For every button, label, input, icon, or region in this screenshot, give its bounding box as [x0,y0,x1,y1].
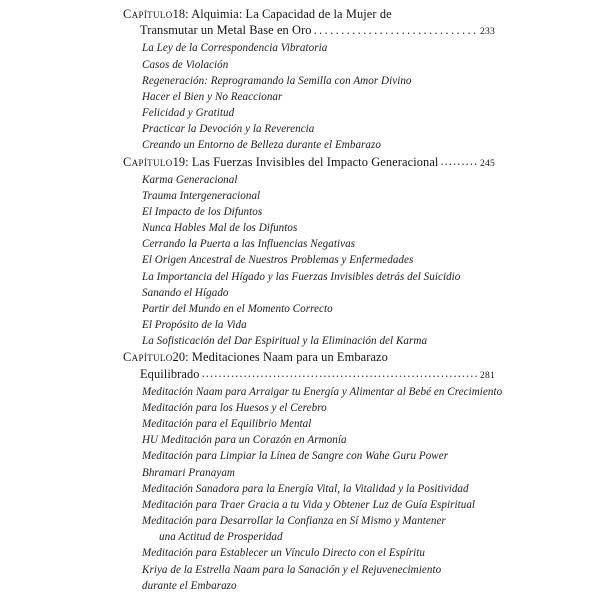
list-item[interactable] [123,204,495,220]
list-item[interactable] [123,448,495,464]
chapter-title-line-1: 20: Meditaciones Naam para un Embarazo [172,350,388,365]
list-item[interactable] [123,333,495,349]
list-item[interactable] [123,416,495,432]
entry-label: Trauma Intergeneracional [142,189,261,202]
list-item[interactable] [123,89,495,105]
chapter-title-line [123,6,495,22]
entry-label: La Ley de la Correspondencia Vibratoria [142,42,328,55]
entry-label: Kriya de la Estrella Naam para la Sanación y el Rejuvenecimiento [142,563,442,576]
chapter-page-number: 245 [480,157,495,169]
list-item[interactable] [123,73,495,89]
entry-label: El Propósito de la Vida [142,319,247,332]
entry-label: Meditación para el Equilibrio Mental [142,418,312,431]
list-item[interactable] [123,57,495,73]
chapter-entry [123,154,495,172]
chapter-page-number: 281 [480,369,495,381]
list-item[interactable] [123,562,495,594]
list-item[interactable] [123,137,495,153]
entry-label: Meditación Naam para Arraigar tu Energía y Alimentar al Bebé en Crecimiento [142,385,503,398]
entry-label: Karma Generacional [142,173,238,186]
entry-label: Practicar la Devoción y la Reverencia [142,123,315,136]
list-item[interactable] [123,301,495,317]
chapter-title-line-1: 18: Alquimia: La Capacidad de la Mujer de [172,7,392,21]
list-item[interactable] [123,465,495,481]
list-item[interactable] [123,188,495,204]
chapter-entry [123,6,495,40]
chapter-title-line [123,366,495,384]
dot-leader [440,153,479,169]
entry-label: Meditación para Limpiar la Línea de Sangre con Wahe Guru Power [142,450,449,463]
chapter-label: Capítulo [123,154,173,169]
chapter-label: Capítulo [123,350,173,365]
entry-label: Cerrando la Puerta a las Influencias Negativas [142,238,356,251]
entry-label: HU Meditación para un Corazón en Armonía [142,434,347,447]
chapter-title-line [123,154,495,172]
chapter-leader-row[interactable] [123,154,495,172]
entry-label: Felicidad y Gratitud [142,107,235,120]
entry-label: El Origen Ancestral de Nuestros Problemas y Enfermedades [142,254,414,267]
chapter-leader-row[interactable] [140,366,495,384]
entry-label: Creando un Entorno de Belleza durante el Embarazo [142,139,381,152]
list-item[interactable] [123,481,495,497]
entry-label: Partir del Mundo en el Momento Correcto [142,302,333,315]
chapter-title-text: 19: Las Fuerzas Invisibles del Impacto Generacional [172,154,439,169]
entry-label: Meditación para Traer Gracia a tu Vida y Obtener Luz de Guía Espiritual [142,498,476,511]
list-item[interactable] [123,40,495,56]
list-item[interactable] [123,285,495,301]
entry-label: Meditación para los Huesos y el Cerebro [142,401,327,414]
list-item[interactable] [123,545,495,561]
list-item[interactable] [123,269,495,285]
chapter-title-line [123,349,495,365]
list-item[interactable] [123,432,495,448]
entry-label-wrap: una Actitud de Prosperidad [159,531,283,544]
entry-label: Meditación para Establecer un Vínculo Directo con el Espíritu [142,547,426,560]
entry-label: Regeneración: Reprogramando la Semilla con Amor Divino [142,74,412,87]
list-item[interactable] [123,236,495,252]
list-item[interactable] [123,252,495,268]
list-item[interactable] [123,172,495,188]
list-item[interactable] [123,513,495,545]
chapter-title-line-2: Transmutar un Metal Base en Oro [140,23,312,38]
list-item[interactable] [123,121,495,137]
list-item[interactable] [123,497,495,513]
list-item[interactable] [123,220,495,236]
chapter-leader-row[interactable] [140,22,495,40]
entry-label: La Importancia del Hígado y las Fuerzas Invisibles detrás del Suicidio [142,270,461,283]
chapter-title-line [123,22,495,40]
entry-label: El Impacto de los Difuntos [142,206,263,219]
chapter-title-line-2: Equilibrado [140,366,200,381]
dot-leader [202,365,479,381]
list-item[interactable] [123,317,495,333]
entry-label: Meditación Sanadora para la Energía Vital, la Vitalidad y la Positividad [142,482,469,495]
list-item[interactable] [123,400,495,416]
dot-leader [314,22,479,38]
entry-label: Meditación para Desarrollar la Confianza en Sí Mismo y Mantener [142,515,446,528]
entry-label: La Sofisticación del Dar Espiritual y la Eliminación del Karma [142,335,428,348]
chapter-entry [123,349,495,383]
entry-label: Sanando el Hígado [142,286,229,299]
entry-label: Nunca Hables Mal de los Difuntos [142,222,298,235]
chapter-title-line-1 [123,154,438,170]
entry-label-wrap: durante el Embarazo [142,579,237,592]
list-item[interactable] [123,105,495,121]
entry-label: Hacer el Bien y No Reaccionar [142,90,283,103]
chapter-page-number: 233 [480,26,495,38]
entry-label: Casos de Violación [142,58,229,71]
entry-label: Bhramari Pranayam [142,466,235,479]
list-item[interactable] [123,384,503,400]
chapter-label: Capítulo [123,7,173,21]
